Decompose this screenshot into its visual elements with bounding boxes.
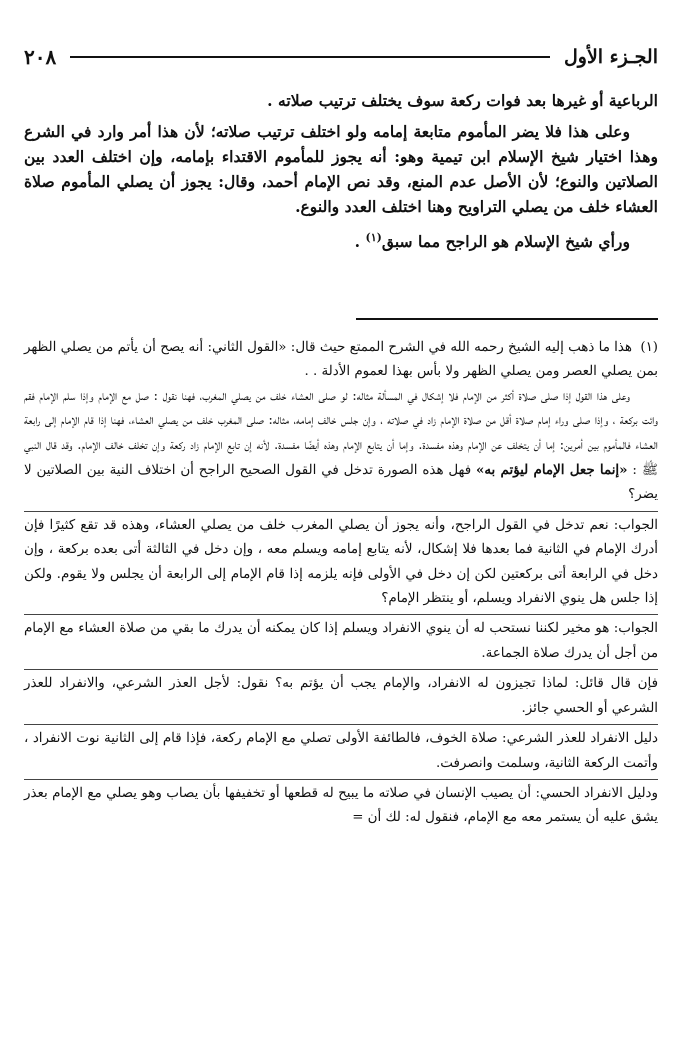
footnote-paragraph-3: الجواب: نعم تدخل في القول الراجح، وأنه يجوز أن يصلي المغرب خلف من يصلي العشاء، وهذه قد تقع كثيرًا فإن أدرك الإمام في الثانية فما بعدها فلا إشكال، لأنه يتابع إمامه ويسلم معه ، وإن دخل في الثالثة أتى بعده بركعة ، وإن دخل في الرابعة أتى بركعتين لكن إن دخل في الأولى فإنه يلزمه إذا قام الإمام إلى الرابعة أن يجلس ولا يقوم. ولكن إذا جلس هل ينوي الانفراد ويسلم، أو ينتظر الإمام؟ — [24, 511, 658, 612]
main-paragraph-3 — [24, 225, 658, 254]
main-paragraph-2: وعلى هذا فلا يضر المأموم متابعة إمامه ولو اختلف ترتيب صلاته؛ لأن هذا أمر وارد في الشرع وهذا اختيار شيخ الإسلام ابن تيمية وهو: أنه يجوز للمأموم الاقتداء بإمامه، وإن اختلف العدد بين الصلاتين والنوع؛ لأن الأصل عدم المنع، وقد نص الإمام أحمد، وقال: يجوز أن يصلي المأموم صلاة العشاء خلف من يصلي التراويح وهنا اختلف العدد والنوع. — [24, 122, 658, 216]
footnote-paragraph-2 — [24, 385, 658, 508]
footnotes — [24, 336, 658, 831]
footnote-paragraph-7: ودليل الانفراد الحسي: أن يصيب الإنسان في صلاته ما يبيح له قطعها أو تخفيفها بأن يصاب وهو يصلي مع الإمام بعذر يشق عليه أن يستمر معه مع الإمام، فنقول له: لك أن = — [24, 779, 658, 831]
main-paragraph-3-text: ورأي شيخ الإسلام هو الراجح مما سبق — [381, 232, 630, 252]
page-header — [24, 44, 658, 70]
footnote-paragraph-2-text: وعلى هذا القول إذا صلى صلاة أكثر من الإمام فلا إشكال في المسألة مثاله: لو صلى العشاء خلف من يصلي المغرب، فهنا نقول : صل مع الإمام وإذا سلم الإمام فقم وائت بركعة ، وإذا صلى وراء إمام صلاة أقل من صلاة الإمام زاد في صلاته ، وإن جلس خالف إمامه، مثاله: صلى المغرب خلف من يصلي العشاء، فهنا إذا قام الإمام إلى رابعة العشاء فالمأموم بين أمرين: إما أن يتخلف عن الإمام وهذه مفسدة. وإما أن يتابع الإمام وهذه أيضًا مفسدة. لأنه إن تابع الإمام زاد ركعة وإن تخلف خالف الإمام. وقد قال النبي ﷺ : — [24, 388, 658, 479]
footnote-divider — [356, 318, 658, 320]
footnote-paragraph-2-end: فهل هذه الصورة تدخل في القول الصحيح الراجح أن اختلاف النية بين الصلاتين لا يضر؟ — [24, 463, 658, 503]
footnote-paragraph-1 — [24, 336, 658, 385]
footnote-paragraph-6: دليل الانفراد للعذر الشرعي: صلاة الخوف، فالطائفة الأولى تصلي مع الإمام ركعة، فإذا قام إلى الثانية نوت الانفراد ، وأتمت الركعة الثانية، وسلمت وانصرفت. — [24, 724, 658, 776]
footnote-paragraph-5: فإن قال قائل: لماذا تجيزون له الانفراد، والإمام يجب أن يؤتم به؟ نقول: لأجل العذر الشرعي، والانفراد للعذر الشرعي أو الحسي جائز. — [24, 669, 658, 721]
main-text — [24, 88, 658, 254]
page-number: ٢٠٨ — [24, 45, 57, 69]
volume-title: الجـزء الأول — [563, 46, 658, 68]
main-paragraph-1: الرباعية أو غيرها بعد فوات ركعة سوف يختلف ترتيب صلاته . — [267, 91, 658, 110]
hadith-quote: «إنما جعل الإمام ليؤتم به» — [476, 462, 628, 479]
footnote-paragraph-1-text: هذا ما ذهب إليه الشيخ رحمه الله في الشرح الممتع حيث قال: «القول الثاني: أنه يصح أن يأتم من يصلي الظهر بمن يصلي العصر ومن يصلي الظهر ولا بأس بهذا لعموم الأدلة . . — [24, 340, 658, 380]
footnote-number: (١) — [640, 340, 658, 355]
main-paragraph-3-end: . — [354, 232, 366, 252]
footnote-reference[interactable]: (١) — [365, 231, 382, 244]
footnote-paragraph-4: الجواب: هو مخير لكننا نستحب له أن ينوي الانفراد ويسلم إذا كان يمكنه أن يدرك ما بقي من صلاة العشاء مع الإمام من أجل أن يدرك صلاة الجماعة. — [24, 614, 658, 666]
header-rule — [70, 56, 550, 58]
